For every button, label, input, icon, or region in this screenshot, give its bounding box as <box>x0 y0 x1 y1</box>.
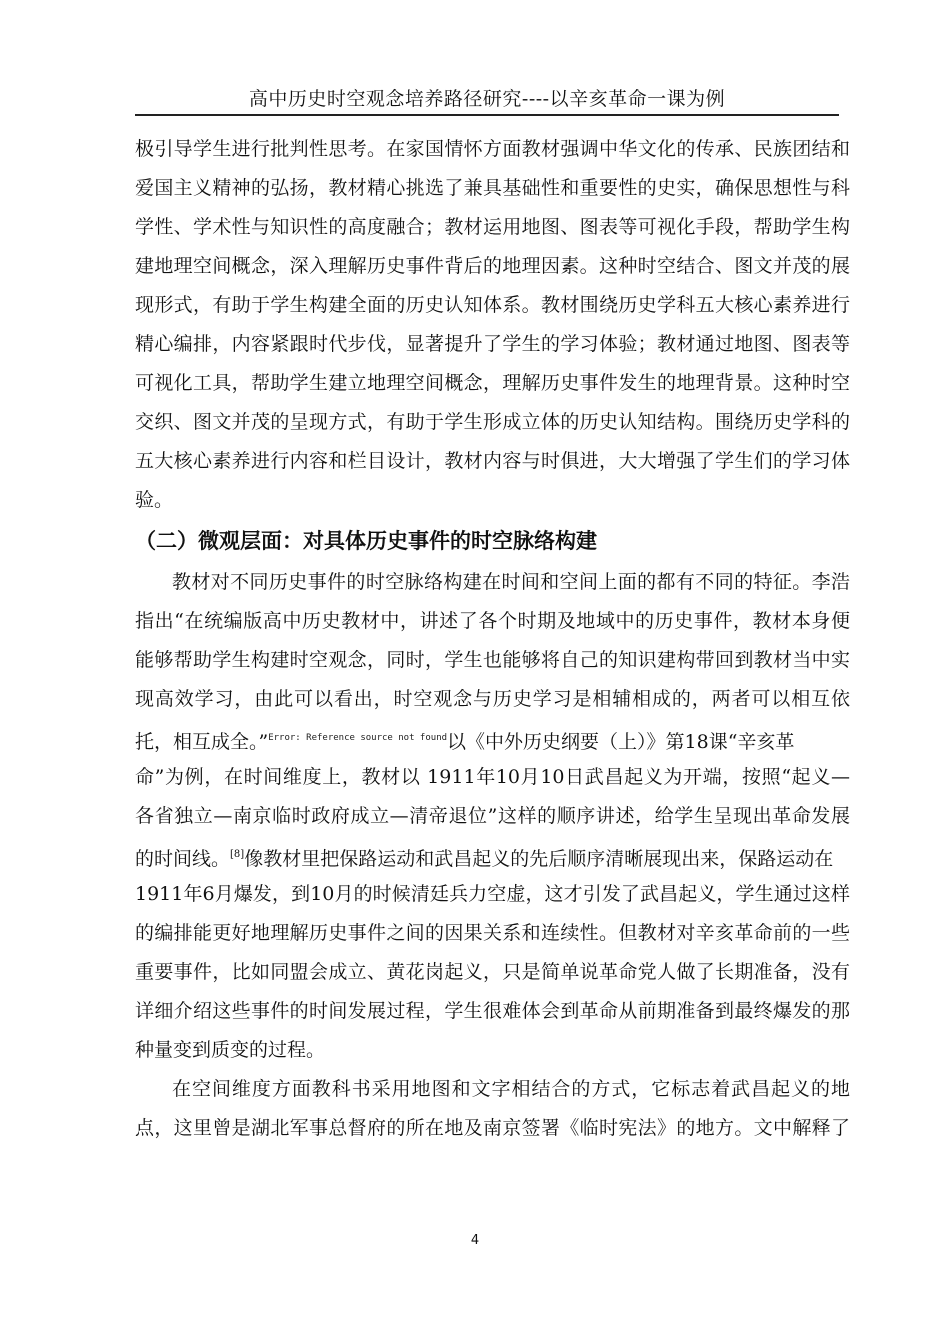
section-heading: （二）微观层面：对具体历史事件的时空脉络构建 <box>135 529 597 553</box>
paragraph-line: 1911年6月爆发，到10月的时候清廷兵力空虚，这才引发了武昌起义，学生通过这样 <box>135 883 850 905</box>
paragraph-line: 可视化工具，帮助学生建立地理空间概念，理解历史事件发生的地理背景。这种时空 <box>135 372 850 394</box>
paragraph-line: 点，这里曾是湖北军事总督府的所在地及南京签署《临时宪法》的地方。文中解释了 <box>135 1117 850 1139</box>
paragraph-line: 极引导学生进行批判性思考。在家国情怀方面教材强调中华文化的传承、民族团结和 <box>135 138 850 160</box>
paragraph-line: 教材对不同历史事件的时空脉络构建在时间和空间上面的都有不同的特征。李浩 <box>172 571 850 593</box>
reference-error-text: Error: Reference source not found <box>268 733 448 743</box>
paragraph-line: 详细介绍这些事件的时间发展过程，学生很难体会到革命从前期准备到最终爆发的那 <box>135 1000 850 1022</box>
text-segment: 的时间线。 <box>135 848 231 869</box>
paragraph-line: 现高效学习，由此可以看出，时空观念与历史学习是相辅相成的，两者可以相互依 <box>135 688 850 710</box>
paragraph-line-with-citation <box>135 841 850 869</box>
paragraph-line: 五大核心素养进行内容和栏目设计，教材内容与时俱进，大大增强了学生们的学习体 <box>135 450 850 472</box>
paragraph-line: 指出“在统编版高中历史教材中，讲述了各个时期及地域中的历史事件，教材本身便 <box>135 610 850 632</box>
paragraph-line-with-error <box>135 724 850 752</box>
paragraph-line: 精心编排，内容紧跟时代步伐，显著提升了学生的学习体验；教材通过地图、图表等 <box>135 333 850 355</box>
running-header: 高中历史时空观念培养路径研究----以辛亥革命一课为例 <box>248 88 726 110</box>
paragraph-line: 命”为例，在时间维度上，教材以 1911年10月10日武昌起义为开端，按照“起义— <box>135 766 850 788</box>
header-rule <box>135 114 839 116</box>
text-segment: 托，相互成全。” <box>135 731 269 752</box>
paragraph-line: 重要事件，比如同盟会成立、黄花岗起义，只是简单说革命党人做了长期准备，没有 <box>135 961 850 983</box>
paragraph-line: 建地理空间概念，深入理解历史事件背后的地理因素。这种时空结合、图文并茂的展 <box>135 255 850 277</box>
paragraph-line: 在空间维度方面教科书采用地图和文字相结合的方式，它标志着武昌起义的地 <box>172 1078 850 1100</box>
paragraph-line: 爱国主义精神的弘扬，教材精心挑选了兼具基础性和重要性的史实，确保思想性与科 <box>135 177 850 199</box>
paragraph-line: 能够帮助学生构建时空观念，同时，学生也能够将自己的知识建构带回到教材当中实 <box>135 649 850 671</box>
paragraph-line: 交织、图文并茂的呈现方式，有助于学生形成立体的历史认知结构。围绕历史学科的 <box>135 411 850 433</box>
paragraph-line: 验。 <box>135 489 174 511</box>
text-segment: 以《中外历史纲要（上）》第18课“辛亥革 <box>447 731 795 752</box>
citation-marker: [8] <box>230 849 245 860</box>
paragraph-line: 种量变到质变的过程。 <box>135 1039 326 1061</box>
page-number: 4 <box>470 1233 480 1248</box>
paragraph-line: 的编排能更好地理解历史事件之间的因果关系和连续性。但教材对辛亥革命前的一些 <box>135 922 850 944</box>
paragraph-line: 各省独立—南京临时政府成立—清帝退位”这样的顺序讲述，给学生呈现出革命发展 <box>135 805 850 827</box>
paragraph-line: 现形式，有助于学生构建全面的历史认知体系。教材围绕历史学科五大核心素养进行 <box>135 294 850 316</box>
text-segment: 像教材里把保路运动和武昌起义的先后顺序清晰展现出来，保路运动在 <box>244 848 834 869</box>
paragraph-line: 学性、学术性与知识性的高度融合；教材运用地图、图表等可视化手段，帮助学生构 <box>135 216 850 238</box>
